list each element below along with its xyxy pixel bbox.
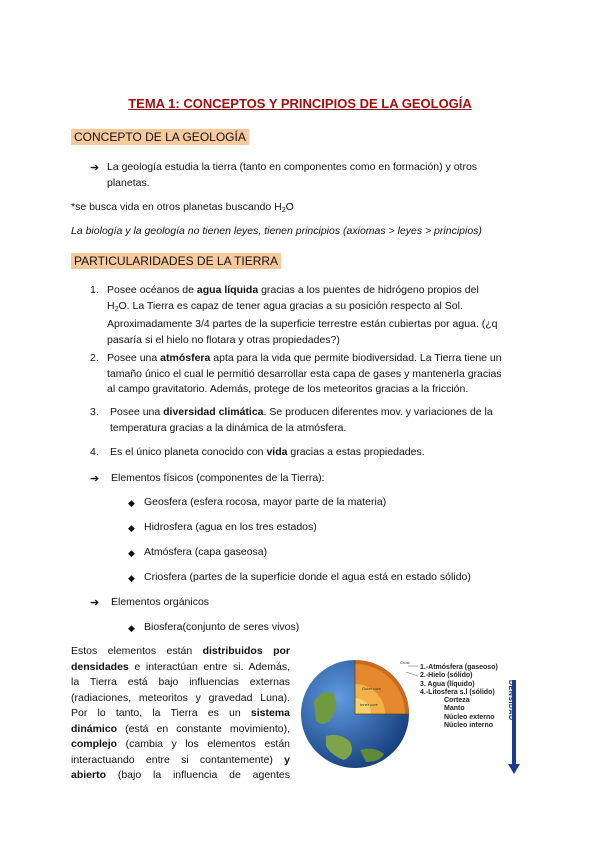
text-line (71, 644, 290, 660)
text-span: (cambia y los elementos están (117, 738, 290, 750)
list-item-criosfera: Criosfera (partes de la superficie donde el agua está en estado sólido) (144, 571, 471, 583)
bold-span: dinámico (71, 722, 118, 735)
text-span: H (107, 299, 115, 312)
diamond-bullet-icon: ◆ (128, 498, 135, 508)
bold-span: diversidad climática (163, 406, 264, 418)
bold-span: complejo (71, 738, 118, 750)
list-item-atmosfera-gas: Atmósfera (capa gaseosa) (144, 546, 268, 558)
bold-span: sistema (250, 707, 290, 719)
text-line (107, 351, 527, 367)
text-span: O (285, 201, 294, 213)
globe-label-crust: Crust (400, 660, 410, 665)
section-heading-concepto: CONCEPTO DE LA GEOLOGÍA (71, 129, 249, 145)
list-number: 3. (90, 406, 99, 418)
subscript: 2 (114, 305, 119, 313)
earth-layers-figure (300, 650, 540, 778)
text-line (71, 753, 290, 769)
text-line: La geología estudia la tierra (tanto en componentes como en formación) y otros (107, 161, 478, 173)
section-heading-particularidades: PARTICULARIDADES DE LA TIERRA (71, 253, 281, 269)
list-number: 1. (90, 284, 99, 296)
subscript: 2 (281, 207, 286, 214)
text-line (71, 706, 290, 722)
diamond-bullet-icon: ◆ (128, 623, 135, 633)
list-item-geosfera: Geosfera (esfera rocosa, mayor parte de la materia) (144, 496, 387, 508)
bullet-geologia-definicion (107, 160, 527, 191)
arrow-bullet-icon: ➔ (90, 162, 100, 174)
list-number: 4. (90, 446, 99, 458)
text-span: *se busca vida en otros planetas buscando H (71, 201, 282, 213)
text-span: Posee una (107, 352, 161, 364)
physical-elements-heading: Elementos físicos (componentes de la Tierra): (111, 472, 325, 484)
bold-span: vida (266, 446, 288, 458)
density-arrow-head (508, 764, 520, 774)
layer-label: 2.-Hielo (sólido) (420, 672, 473, 680)
bold-span: agua líquida (196, 284, 259, 296)
layer-label: Núcleo externo (444, 713, 495, 721)
bold-span: atmósfera (160, 352, 211, 364)
list-number: 2. (90, 352, 99, 364)
globe-label-outer-core: Outer core (362, 686, 381, 691)
text-span: Posee océanos de (107, 284, 197, 296)
globe-label-inner-core: Inner core (360, 702, 379, 707)
text-span: Por lo tanto, la Tierra es un (71, 707, 251, 719)
list-item-hidrosfera: Hidrosfera (agua en los tres estados) (144, 521, 317, 533)
list-item-atmosfera (107, 351, 527, 398)
text-line (110, 405, 527, 421)
organic-elements-heading: Elementos orgánicos (111, 596, 210, 608)
text-line: (radiaciones, meteoritos y gravedad Luna). (71, 691, 290, 704)
density-label: DENSIDAD (507, 680, 514, 721)
bold-span: y (284, 753, 290, 766)
layer-label: Corteza (444, 697, 470, 705)
text-line: Aproximadamente 3/4 partes de la superficie terrestre están cubiertas por agua. (¿q (107, 318, 498, 330)
text-line: temperatura gracias a la dinámica de la atmósfera. (110, 421, 347, 434)
list-item-agua (107, 283, 527, 348)
arrow-bullet-icon: ➔ (90, 473, 100, 485)
layer-label: 3. Agua (líquido) (420, 680, 475, 688)
text-line (71, 660, 290, 676)
text-line (107, 299, 527, 318)
layer-label: Núcleo interno (444, 722, 494, 730)
page-title: TEMA 1: CONCEPTOS Y PRINCIPIOS DE LA GEOLOGÍA (128, 96, 472, 111)
text-span: (bajo la influencia de agentes (106, 769, 290, 781)
diamond-bullet-icon: ◆ (128, 523, 135, 533)
text-line (107, 283, 527, 299)
bold-span: densidades (71, 660, 129, 673)
text-line: tamaño único el cual le permitió desarrollar esta capa de gases y mantenerla gracias (107, 367, 502, 380)
text-span: (está en constante movimiento), (117, 722, 290, 735)
closing-paragraph (71, 644, 290, 784)
layer-label: 4.-Litosfera s.l (sólido) (420, 688, 495, 696)
text-line (71, 768, 290, 784)
text-span: apta para la vida que permite biodiversidad. La Tierra tiene un (210, 352, 502, 364)
text-line: planetas. (107, 176, 150, 189)
layer-label: Manto (444, 705, 465, 713)
text-line: al campo gravitatorio. Además, protege de los meteoritos gracias a la fricción. (107, 383, 469, 395)
list-item-biosfera: Biosfera(conjunto de seres vivos) (144, 621, 300, 633)
bold-span: distribuidos por (202, 645, 290, 657)
italic-principles-note: La biología y la geología no tienen leyes, tienen principios (axiomas > leyes > principios) (71, 225, 482, 237)
text-line: la Tierra está bajo influencias externas (71, 676, 290, 688)
text-span: interactuando entre si contantemente) (71, 753, 285, 766)
text-line (71, 722, 290, 738)
bold-span: abierto (71, 769, 107, 781)
text-span: gracias a estas propiedades. (287, 446, 425, 458)
text-span: . Se producen diferentes mov. y variaciones de la (263, 406, 493, 418)
note-h2o (71, 200, 294, 219)
leader-line (406, 672, 418, 676)
text-span: e interactúan entre si. Además, (128, 660, 290, 673)
list-item-clima (110, 405, 527, 436)
earth-layer-labels (420, 664, 498, 730)
list-item-vida (110, 445, 425, 461)
layer-label: 1.-Atmósfera (gaseoso) (420, 664, 498, 671)
text-span: Estos elementos están (71, 645, 203, 657)
diamond-bullet-icon: ◆ (128, 573, 135, 583)
text-span: gracias a los puentes de hidrógeno propios del (258, 284, 479, 296)
text-line: pasaría si el hielo no flotara y otras propiedades?) (107, 333, 340, 346)
text-line (71, 737, 290, 753)
text-span: O. La Tierra es capaz de tener agua gracias a su posición respecto al Sol. (118, 299, 463, 312)
text-span: Es el único planeta conocido con (110, 446, 267, 458)
text-span: Posee una (110, 406, 164, 418)
arrow-bullet-icon: ➔ (90, 597, 100, 609)
diamond-bullet-icon: ◆ (128, 548, 135, 558)
